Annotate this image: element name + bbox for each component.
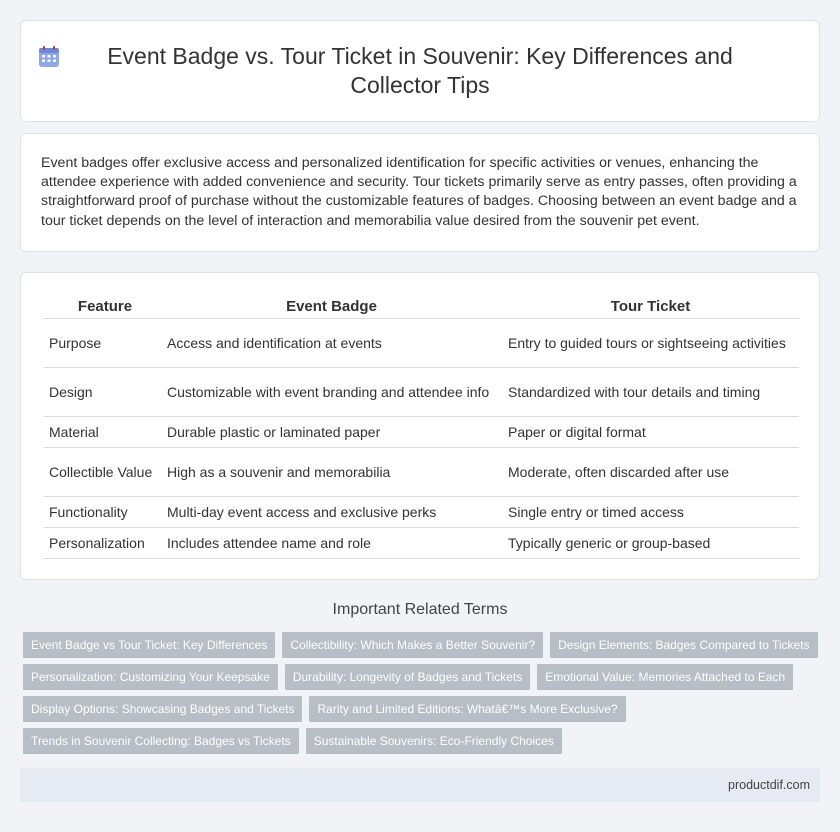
table-cell: Multi-day event access and exclusive perks	[161, 497, 502, 528]
related-tag[interactable]: Design Elements: Badges Compared to Tickets	[550, 632, 817, 658]
table-cell: Functionality	[43, 497, 161, 528]
table-cell: Entry to guided tours or sightseeing activities	[502, 319, 799, 368]
table-cell: Material	[43, 417, 161, 448]
table-cell: Moderate, often discarded after use	[502, 448, 799, 497]
related-tag[interactable]: Personalization: Customizing Your Keepsake	[23, 664, 278, 690]
table-row	[43, 368, 799, 417]
header-feature: Feature	[43, 295, 161, 319]
related-tag[interactable]: Display Options: Showcasing Badges and Tickets	[23, 696, 302, 722]
table-cell: Standardized with tour details and timing	[502, 368, 799, 417]
footer-site-name: productdif.com	[728, 778, 810, 792]
table-cell: Access and identification at events	[161, 319, 502, 368]
related-terms-heading: Important Related Terms	[332, 601, 508, 618]
table-cell: Durable plastic or laminated paper	[161, 417, 502, 448]
related-terms-tags	[23, 632, 823, 760]
related-tag[interactable]: Durability: Longevity of Badges and Tickets	[285, 664, 530, 690]
table-cell: Paper or digital format	[502, 417, 799, 448]
table-cell: Single entry or timed access	[502, 497, 799, 528]
table-cell: Design	[43, 368, 161, 417]
related-tag[interactable]: Collectibility: Which Makes a Better Souvenir?	[282, 632, 543, 658]
title-card	[20, 20, 820, 122]
table-cell: Collectible Value	[43, 448, 161, 497]
tag-row	[23, 728, 823, 754]
tag-row	[23, 696, 823, 722]
table-cell: Personalization	[43, 528, 161, 559]
header-tour-ticket: Tour Ticket	[502, 295, 799, 319]
table-cell: Customizable with event branding and attendee info	[161, 368, 502, 417]
table-row	[43, 319, 799, 368]
intro-paragraph: Event badges offer exclusive access and personalized identification for specific activities or venues, enhancing the attendee experience with added convenience and security. Tour tickets primarily serve as entry passes, often providing a straightforward proof of purchase without the customizable features of badges. Choosing between an event badge and a tour ticket depends on the level of interaction and memorabilia value desired from the souvenir pet event.	[41, 155, 797, 229]
table-row	[43, 417, 799, 448]
table-row	[43, 528, 799, 559]
related-tag[interactable]: Rarity and Limited Editions: Whatâ€™s More Exclusive?	[309, 696, 625, 722]
related-tag[interactable]: Event Badge vs Tour Ticket: Key Differences	[23, 632, 275, 658]
page-title: Event Badge vs. Tour Ticket in Souvenir: Key Differences and Collector Tips	[107, 43, 733, 98]
related-tag[interactable]: Emotional Value: Memories Attached to Each	[537, 664, 793, 690]
comparison-table-card	[20, 272, 820, 580]
table-cell: Purpose	[43, 319, 161, 368]
tag-row	[23, 664, 823, 690]
header-event-badge: Event Badge	[161, 295, 502, 319]
table-row	[43, 497, 799, 528]
comparison-table	[43, 295, 799, 559]
intro-card	[20, 133, 820, 252]
title-wrap	[81, 42, 759, 100]
tag-row	[23, 632, 823, 658]
calendar-icon	[37, 45, 61, 69]
table-cell: Typically generic or group-based	[502, 528, 799, 559]
table-header-row	[43, 295, 799, 319]
footer	[20, 768, 820, 802]
table-cell: High as a souvenir and memorabilia	[161, 448, 502, 497]
related-tag[interactable]: Sustainable Souvenirs: Eco-Friendly Choices	[306, 728, 562, 754]
related-tag[interactable]: Trends in Souvenir Collecting: Badges vs Tickets	[23, 728, 299, 754]
table-row	[43, 448, 799, 497]
table-cell: Includes attendee name and role	[161, 528, 502, 559]
